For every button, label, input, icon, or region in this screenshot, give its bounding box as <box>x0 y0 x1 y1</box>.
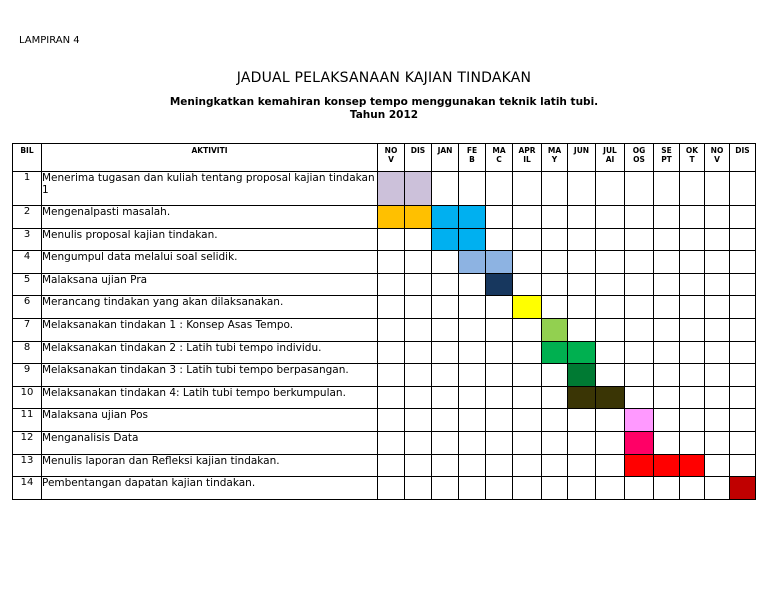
schedule-empty-cell <box>596 431 625 454</box>
schedule-empty-cell <box>596 409 625 432</box>
schedule-bar-cell <box>654 454 680 477</box>
schedule-empty-cell <box>568 251 596 274</box>
table-header-row <box>13 144 756 172</box>
row-number: 11 <box>13 409 42 432</box>
schedule-bar-cell <box>405 172 432 206</box>
schedule-empty-cell <box>513 273 542 296</box>
row-number: 2 <box>13 206 42 229</box>
schedule-empty-cell <box>513 318 542 341</box>
schedule-empty-cell <box>542 251 568 274</box>
subtitle-line-1: Meningkatkan kemahiran konsep tempo menggunakan teknik latih tubi. <box>169 96 599 108</box>
schedule-bar-cell <box>378 172 405 206</box>
schedule-empty-cell <box>705 431 730 454</box>
schedule-empty-cell <box>542 454 568 477</box>
schedule-empty-cell <box>705 228 730 251</box>
schedule-empty-cell <box>596 477 625 500</box>
month-label-line-2: V <box>714 155 720 164</box>
schedule-empty-cell <box>596 251 625 274</box>
schedule-empty-cell <box>432 364 459 387</box>
row-number: 10 <box>13 386 42 409</box>
schedule-empty-cell <box>625 273 654 296</box>
schedule-empty-cell <box>705 409 730 432</box>
schedule-empty-cell <box>705 454 730 477</box>
month-label-line-2: C <box>496 155 502 164</box>
schedule-bar-cell <box>459 206 486 229</box>
row-number: 5 <box>13 273 42 296</box>
schedule-empty-cell <box>513 477 542 500</box>
schedule-empty-cell <box>459 386 486 409</box>
schedule-empty-cell <box>705 251 730 274</box>
row-number: 7 <box>13 318 42 341</box>
table-row <box>13 206 756 229</box>
schedule-empty-cell <box>596 364 625 387</box>
schedule-empty-cell <box>680 273 705 296</box>
schedule-empty-cell <box>596 318 625 341</box>
schedule-empty-cell <box>378 364 405 387</box>
schedule-empty-cell <box>513 386 542 409</box>
schedule-empty-cell <box>705 341 730 364</box>
schedule-empty-cell <box>568 206 596 229</box>
schedule-empty-cell <box>513 228 542 251</box>
schedule-bar-cell <box>568 386 596 409</box>
table-row <box>13 341 756 364</box>
month-label-line-1: SE <box>661 146 672 155</box>
schedule-empty-cell <box>730 431 756 454</box>
schedule-empty-cell <box>432 318 459 341</box>
schedule-bar-cell <box>459 251 486 274</box>
schedule-empty-cell <box>405 454 432 477</box>
schedule-empty-cell <box>625 364 654 387</box>
schedule-empty-cell <box>680 364 705 387</box>
schedule-empty-cell <box>568 296 596 319</box>
schedule-empty-cell <box>625 172 654 206</box>
schedule-empty-cell <box>730 364 756 387</box>
row-number: 13 <box>13 454 42 477</box>
schedule-empty-cell <box>654 318 680 341</box>
schedule-empty-cell <box>459 341 486 364</box>
month-label-line-1: FE <box>466 146 478 155</box>
schedule-empty-cell <box>568 454 596 477</box>
schedule-empty-cell <box>378 477 405 500</box>
schedule-empty-cell <box>486 206 513 229</box>
schedule-empty-cell <box>625 477 654 500</box>
schedule-empty-cell <box>654 341 680 364</box>
schedule-empty-cell <box>705 477 730 500</box>
schedule-table <box>12 143 756 500</box>
schedule-empty-cell <box>432 296 459 319</box>
activity-text: Menulis laporan dan Refleksi kajian tindakan. <box>42 454 378 477</box>
month-label-line-1: OK <box>685 146 699 155</box>
schedule-empty-cell <box>730 318 756 341</box>
month-label-line-2: Y <box>551 155 558 164</box>
schedule-empty-cell <box>596 341 625 364</box>
activity-text: Melaksanakan tindakan 4: Latih tubi tempo berkumpulan. <box>42 386 378 409</box>
schedule-empty-cell <box>486 477 513 500</box>
month-label-line-2: B <box>469 155 475 164</box>
table-row <box>13 364 756 387</box>
schedule-empty-cell <box>625 386 654 409</box>
schedule-bar-cell <box>680 454 705 477</box>
schedule-empty-cell <box>378 341 405 364</box>
schedule-empty-cell <box>405 409 432 432</box>
schedule-empty-cell <box>542 386 568 409</box>
schedule-empty-cell <box>596 172 625 206</box>
table-row <box>13 251 756 274</box>
row-number: 12 <box>13 431 42 454</box>
schedule-empty-cell <box>486 296 513 319</box>
schedule-empty-cell <box>542 296 568 319</box>
schedule-empty-cell <box>486 386 513 409</box>
schedule-empty-cell <box>378 228 405 251</box>
schedule-empty-cell <box>459 477 486 500</box>
schedule-empty-cell <box>432 386 459 409</box>
schedule-empty-cell <box>625 206 654 229</box>
schedule-empty-cell <box>680 318 705 341</box>
table-row <box>13 454 756 477</box>
schedule-empty-cell <box>625 296 654 319</box>
table-row <box>13 318 756 341</box>
column-header-month <box>568 144 596 172</box>
schedule-empty-cell <box>654 296 680 319</box>
schedule-empty-cell <box>432 172 459 206</box>
schedule-empty-cell <box>405 341 432 364</box>
schedule-empty-cell <box>680 341 705 364</box>
row-number: 4 <box>13 251 42 274</box>
month-label-line-1: MA <box>492 146 506 155</box>
table-row <box>13 386 756 409</box>
schedule-empty-cell <box>378 454 405 477</box>
schedule-empty-cell <box>730 386 756 409</box>
schedule-empty-cell <box>378 318 405 341</box>
row-number: 3 <box>13 228 42 251</box>
schedule-empty-cell <box>654 386 680 409</box>
schedule-empty-cell <box>432 251 459 274</box>
schedule-empty-cell <box>459 318 486 341</box>
schedule-empty-cell <box>705 386 730 409</box>
schedule-empty-cell <box>730 206 756 229</box>
schedule-empty-cell <box>568 273 596 296</box>
column-header-bil: BIL <box>13 144 42 172</box>
column-header-month <box>486 144 513 172</box>
month-label-line-1: JAN <box>437 146 453 155</box>
schedule-empty-cell <box>680 431 705 454</box>
activity-text: Pembentangan dapatan kajian tindakan. <box>42 477 378 500</box>
column-header-month <box>705 144 730 172</box>
month-label-line-2: PT <box>661 155 672 164</box>
activity-text: Menganalisis Data <box>42 431 378 454</box>
schedule-bar-cell <box>625 431 654 454</box>
month-label-line-2: V <box>388 155 394 164</box>
schedule-empty-cell <box>542 228 568 251</box>
schedule-empty-cell <box>405 477 432 500</box>
column-header-month <box>542 144 568 172</box>
schedule-empty-cell <box>596 296 625 319</box>
schedule-empty-cell <box>432 341 459 364</box>
schedule-empty-cell <box>459 296 486 319</box>
schedule-empty-cell <box>405 296 432 319</box>
schedule-bar-cell <box>625 454 654 477</box>
schedule-empty-cell <box>513 364 542 387</box>
schedule-bar-cell <box>459 228 486 251</box>
schedule-empty-cell <box>654 273 680 296</box>
schedule-empty-cell <box>513 341 542 364</box>
schedule-empty-cell <box>568 409 596 432</box>
schedule-empty-cell <box>568 477 596 500</box>
month-label-line-2: T <box>689 155 695 164</box>
schedule-empty-cell <box>542 477 568 500</box>
schedule-empty-cell <box>596 273 625 296</box>
schedule-empty-cell <box>378 386 405 409</box>
table-body <box>13 172 756 500</box>
schedule-empty-cell <box>705 206 730 229</box>
column-header-month <box>432 144 459 172</box>
table-row <box>13 477 756 500</box>
schedule-empty-cell <box>432 409 459 432</box>
month-label-line-1: OG <box>632 146 646 155</box>
schedule-empty-cell <box>730 296 756 319</box>
schedule-empty-cell <box>730 341 756 364</box>
column-header-month <box>680 144 705 172</box>
schedule-bar-cell <box>625 409 654 432</box>
schedule-empty-cell <box>432 477 459 500</box>
schedule-empty-cell <box>459 454 486 477</box>
schedule-bar-cell <box>405 206 432 229</box>
schedule-empty-cell <box>542 431 568 454</box>
schedule-empty-cell <box>680 386 705 409</box>
schedule-empty-cell <box>654 206 680 229</box>
document-title: JADUAL PELAKSANAAN KAJIAN TINDAKAN <box>236 70 532 86</box>
column-header-month <box>730 144 756 172</box>
activity-text: Mengenalpasti masalah. <box>42 206 378 229</box>
activity-text: Melaksanakan tindakan 2 : Latih tubi tempo individu. <box>42 341 378 364</box>
schedule-empty-cell <box>654 477 680 500</box>
schedule-empty-cell <box>378 251 405 274</box>
schedule-empty-cell <box>513 251 542 274</box>
table-row <box>13 172 756 206</box>
row-number: 14 <box>13 477 42 500</box>
schedule-empty-cell <box>405 228 432 251</box>
schedule-bar-cell <box>486 251 513 274</box>
schedule-empty-cell <box>625 251 654 274</box>
schedule-empty-cell <box>730 172 756 206</box>
schedule-empty-cell <box>730 228 756 251</box>
month-label-line-1: DIS <box>410 146 426 155</box>
table-row <box>13 273 756 296</box>
schedule-bar-cell <box>432 206 459 229</box>
schedule-empty-cell <box>680 477 705 500</box>
schedule-empty-cell <box>654 364 680 387</box>
table-row <box>13 228 756 251</box>
schedule-empty-cell <box>378 409 405 432</box>
schedule-bar-cell <box>378 206 405 229</box>
schedule-empty-cell <box>513 172 542 206</box>
schedule-empty-cell <box>432 431 459 454</box>
schedule-empty-cell <box>486 228 513 251</box>
activity-text: Melaksanakan tindakan 1 : Konsep Asas Tempo. <box>42 318 378 341</box>
column-header-month <box>513 144 542 172</box>
schedule-empty-cell <box>730 409 756 432</box>
schedule-empty-cell <box>486 431 513 454</box>
schedule-empty-cell <box>705 172 730 206</box>
schedule-empty-cell <box>459 431 486 454</box>
schedule-empty-cell <box>730 251 756 274</box>
schedule-bar-cell <box>432 228 459 251</box>
row-number: 9 <box>13 364 42 387</box>
schedule-empty-cell <box>680 206 705 229</box>
schedule-empty-cell <box>513 454 542 477</box>
schedule-empty-cell <box>542 409 568 432</box>
column-header-month <box>625 144 654 172</box>
month-label-line-2: AI <box>605 155 615 164</box>
schedule-empty-cell <box>730 454 756 477</box>
schedule-empty-cell <box>568 431 596 454</box>
schedule-empty-cell <box>486 409 513 432</box>
activity-text: Malaksana ujian Pos <box>42 409 378 432</box>
schedule-empty-cell <box>654 431 680 454</box>
schedule-empty-cell <box>459 409 486 432</box>
schedule-empty-cell <box>625 228 654 251</box>
schedule-empty-cell <box>432 454 459 477</box>
schedule-empty-cell <box>542 206 568 229</box>
schedule-empty-cell <box>654 228 680 251</box>
schedule-empty-cell <box>459 273 486 296</box>
column-header-month <box>654 144 680 172</box>
schedule-empty-cell <box>486 341 513 364</box>
month-label-line-2: OS <box>633 155 645 164</box>
schedule-empty-cell <box>513 206 542 229</box>
schedule-empty-cell <box>542 273 568 296</box>
month-label-line-1: JUN <box>573 146 590 155</box>
schedule-empty-cell <box>680 172 705 206</box>
schedule-empty-cell <box>654 251 680 274</box>
schedule-bar-cell <box>596 386 625 409</box>
activity-text: Melaksanakan tindakan 3 : Latih tubi tempo berpasangan. <box>42 364 378 387</box>
schedule-bar-cell <box>513 296 542 319</box>
schedule-empty-cell <box>378 296 405 319</box>
schedule-empty-cell <box>405 273 432 296</box>
schedule-empty-cell <box>405 318 432 341</box>
month-label-line-1: NO <box>710 146 724 155</box>
schedule-empty-cell <box>654 409 680 432</box>
schedule-empty-cell <box>486 364 513 387</box>
schedule-empty-cell <box>730 273 756 296</box>
row-number: 6 <box>13 296 42 319</box>
schedule-bar-cell <box>730 477 756 500</box>
schedule-empty-cell <box>432 273 459 296</box>
document-subtitle <box>0 96 768 122</box>
column-header-month <box>405 144 432 172</box>
activity-text: Menulis proposal kajian tindakan. <box>42 228 378 251</box>
activity-text: Merancang tindakan yang akan dilaksanakan. <box>42 296 378 319</box>
schedule-empty-cell <box>486 172 513 206</box>
schedule-empty-cell <box>705 318 730 341</box>
schedule-bar-cell <box>542 341 568 364</box>
schedule-empty-cell <box>596 206 625 229</box>
month-label-line-1: APR <box>518 146 536 155</box>
schedule-bar-cell <box>542 318 568 341</box>
row-number: 1 <box>13 172 42 206</box>
schedule-empty-cell <box>596 454 625 477</box>
month-label-line-1: DIS <box>735 146 750 155</box>
schedule-empty-cell <box>486 454 513 477</box>
column-header-month <box>378 144 405 172</box>
schedule-empty-cell <box>680 251 705 274</box>
schedule-empty-cell <box>513 431 542 454</box>
activity-text: Menerima tugasan dan kuliah tentang proposal kajian tindakan 1 <box>42 172 378 206</box>
activity-text: Mengumpul data melalui soal selidik. <box>42 251 378 274</box>
schedule-empty-cell <box>405 364 432 387</box>
column-header-month <box>459 144 486 172</box>
month-label-line-1: MA <box>547 146 562 155</box>
column-header-month <box>596 144 625 172</box>
table-row <box>13 409 756 432</box>
schedule-empty-cell <box>568 318 596 341</box>
schedule-empty-cell <box>705 364 730 387</box>
activity-text: Malaksana ujian Pra <box>42 273 378 296</box>
schedule-empty-cell <box>486 318 513 341</box>
schedule-empty-cell <box>405 431 432 454</box>
schedule-bar-cell <box>568 364 596 387</box>
schedule-empty-cell <box>542 172 568 206</box>
schedule-empty-cell <box>625 341 654 364</box>
schedule-empty-cell <box>459 172 486 206</box>
schedule-bar-cell <box>568 341 596 364</box>
row-number: 8 <box>13 341 42 364</box>
schedule-empty-cell <box>513 409 542 432</box>
schedule-empty-cell <box>596 228 625 251</box>
month-label-line-1: JUL <box>603 146 617 155</box>
schedule-empty-cell <box>680 228 705 251</box>
subtitle-line-2: Tahun 2012 <box>349 109 419 121</box>
month-label-line-2: IL <box>523 155 531 164</box>
schedule-empty-cell <box>680 409 705 432</box>
schedule-empty-cell <box>378 431 405 454</box>
schedule-empty-cell <box>680 296 705 319</box>
schedule-empty-cell <box>542 364 568 387</box>
schedule-empty-cell <box>568 172 596 206</box>
schedule-empty-cell <box>378 273 405 296</box>
appendix-label: LAMPIRAN 4 <box>19 35 80 46</box>
schedule-empty-cell <box>405 386 432 409</box>
schedule-empty-cell <box>568 228 596 251</box>
schedule-empty-cell <box>705 296 730 319</box>
schedule-empty-cell <box>705 273 730 296</box>
table-row <box>13 431 756 454</box>
schedule-empty-cell <box>654 172 680 206</box>
month-label-line-1: NO <box>384 146 398 155</box>
schedule-empty-cell <box>625 318 654 341</box>
column-header-aktiviti: AKTIVITI <box>42 144 378 172</box>
schedule-bar-cell <box>486 273 513 296</box>
schedule-empty-cell <box>459 364 486 387</box>
schedule-empty-cell <box>405 251 432 274</box>
table-row <box>13 296 756 319</box>
